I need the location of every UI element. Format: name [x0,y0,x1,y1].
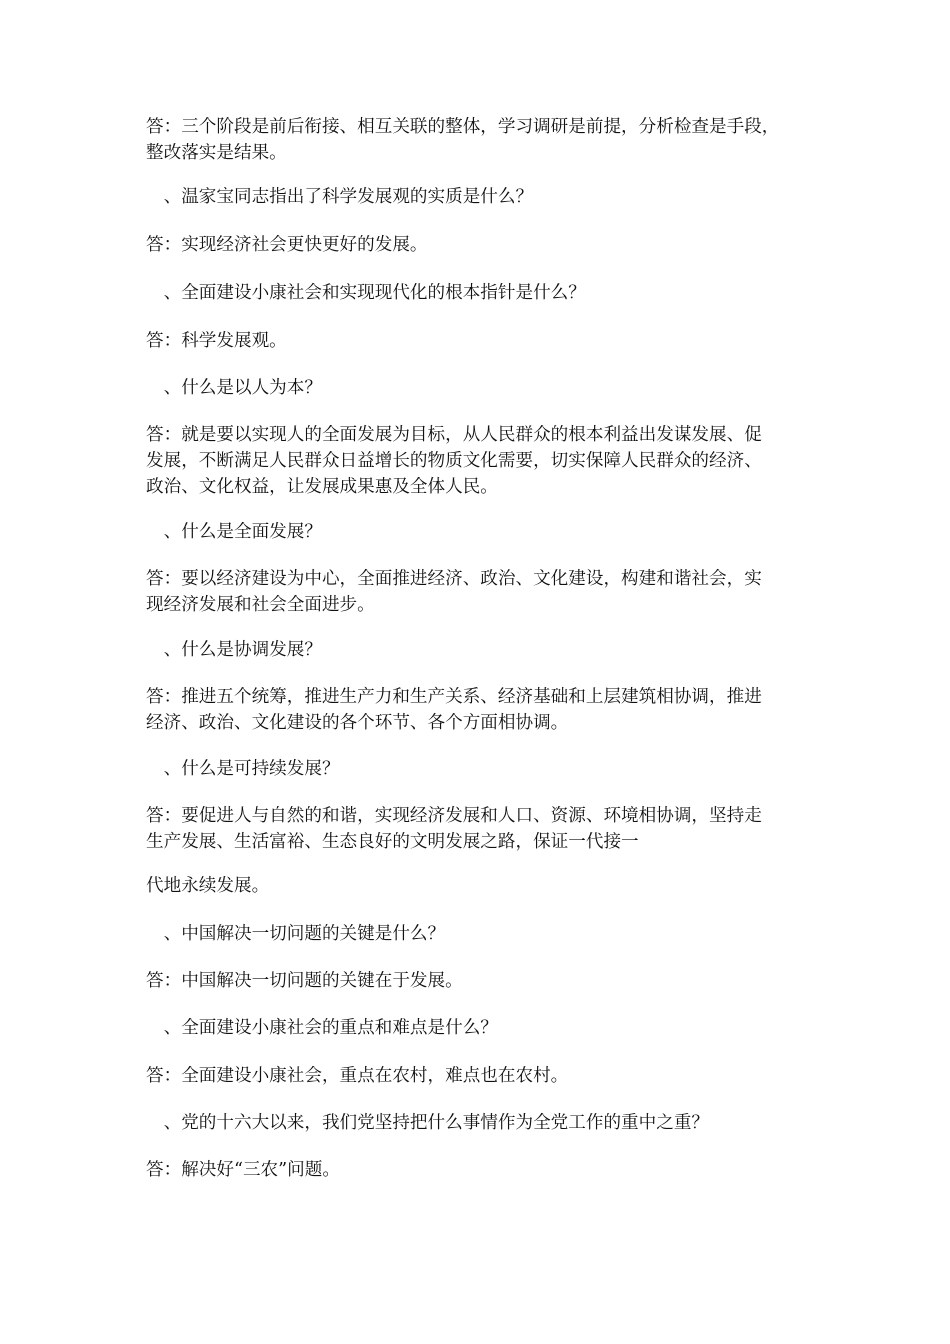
text-line: 、温家宝同志指出了科学发展观的实质是什么？ [146,187,534,207]
text-line: 答：要促进人与自然的和谐，实现经济发展和人口、资源、环境相协调，坚持走 [146,806,762,826]
text-line: 生产发展、生活富裕、生态良好的文明发展之路，保证一代接一 [146,832,639,852]
answer-paragraph [146,114,808,166]
text-line: 答：解决好“三农”问题。 [146,1160,340,1180]
text-line: 、什么是可持续发展？ [146,759,340,779]
text-line: 答：三个阶段是前后衔接、相互关联的整体，学习调研是前提，分析检查是手段， [146,117,780,137]
text-line: 、中国解决一切问题的关键是什么？ [146,924,446,944]
answer-paragraph [146,1157,808,1183]
answer-paragraph [146,566,808,618]
question-paragraph [146,375,808,401]
question-paragraph [146,280,808,306]
answer-paragraph [146,873,808,899]
text-line: 代地永续发展。 [146,876,270,896]
text-line: 答：科学发展观。 [146,331,287,351]
text-line: 、什么是协调发展？ [146,640,322,660]
answer-paragraph [146,968,808,994]
text-line: 、党的十六大以来，我们党坚持把什么事情作为全党工作的重中之重？ [146,1113,710,1133]
text-line: 整改落实是结果。 [146,143,287,163]
text-line: 、全面建设小康社会和实现现代化的根本指针是什么？ [146,283,586,303]
text-line: 现经济发展和社会全面进步。 [146,595,375,615]
text-line: 答：要以经济建设为中心，全面推进经济、政治、文化建设，构建和谐社会，实 [146,569,762,589]
answer-paragraph [146,422,808,500]
text-line: 、什么是全面发展？ [146,522,322,542]
text-line: 、全面建设小康社会的重点和难点是什么？ [146,1018,498,1038]
text-line: 发展，不断满足人民群众日益增长的物质文化需要，切实保障人民群众的经济、 [146,451,762,471]
text-line: 答：中国解决一切问题的关键在于发展。 [146,971,463,991]
answer-paragraph [146,328,808,354]
question-paragraph [146,921,808,947]
answer-paragraph [146,232,808,258]
text-line: 、什么是以人为本？ [146,378,322,398]
answer-paragraph [146,1063,808,1089]
text-line: 经济、政治、文化建设的各个环节、各个方面相协调。 [146,713,569,733]
text-line: 答：全面建设小康社会，重点在农村，难点也在农村。 [146,1066,569,1086]
text-line: 答：就是要以实现人的全面发展为目标，从人民群众的根本利益出发谋发展、促 [146,425,762,445]
answer-paragraph [146,803,808,855]
text-line: 答：实现经济社会更快更好的发展。 [146,235,428,255]
question-paragraph [146,519,808,545]
question-paragraph [146,1015,808,1041]
question-paragraph [146,1110,808,1136]
text-line: 答：推进五个统筹，推进生产力和生产关系、经济基础和上层建筑相协调，推进 [146,687,762,707]
question-paragraph [146,637,808,663]
question-paragraph [146,184,808,210]
answer-paragraph [146,684,808,736]
question-paragraph [146,756,808,782]
text-line: 政治、文化权益，让发展成果惠及全体人民。 [146,477,498,497]
